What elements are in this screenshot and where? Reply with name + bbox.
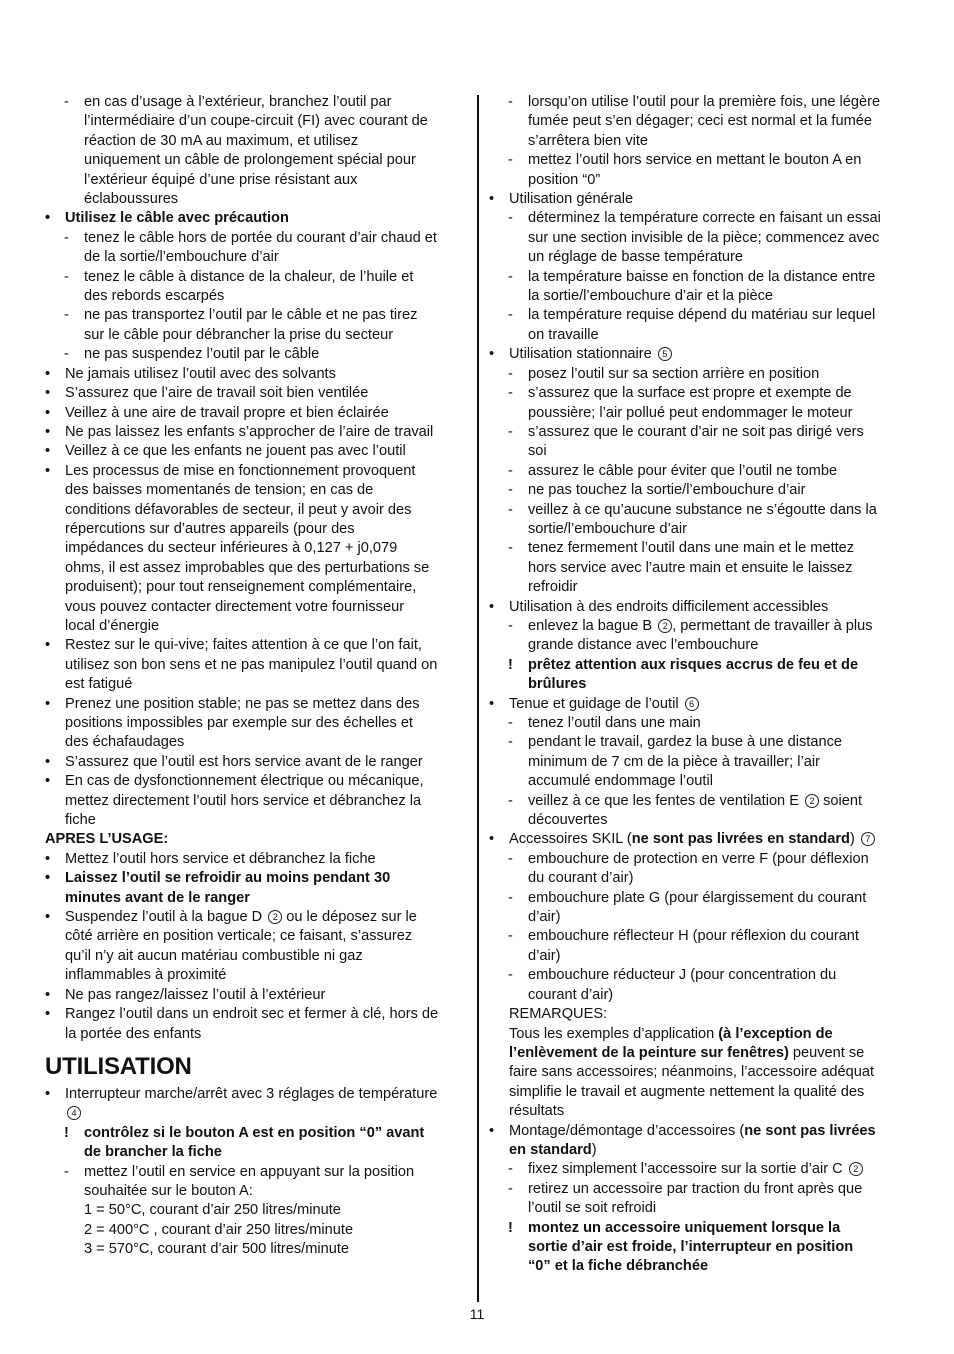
text-line: • Utilisation stationnaire 5 <box>509 345 912 364</box>
dash-icon: - <box>508 734 513 751</box>
text-line: • Ne pas laissez les enfants s’approcher de l’aire de travail <box>65 423 467 442</box>
bullet-item <box>45 384 467 403</box>
text-line: • Restez sur le qui-vive; faites attention à ce que l’on fait, <box>65 636 467 655</box>
text-line: • Utilisation générale <box>509 190 912 209</box>
bullet-item <box>45 209 467 228</box>
text-line: - lorsqu’on utilise l’outil pour la première fois, une légère <box>528 93 912 112</box>
text-line: - pendant le travail, gardez la buse à une distance <box>528 733 912 752</box>
dash-icon: - <box>508 617 513 634</box>
text-line: - mettez l’outil hors service en mettant le bouton A en <box>528 151 912 170</box>
exclamation-icon: ! <box>508 1219 513 1236</box>
bullet-item <box>45 442 467 461</box>
dash-icon: - <box>508 365 513 382</box>
dash-icon: - <box>508 482 513 499</box>
bullet-icon: • <box>45 1085 51 1102</box>
bullet-item <box>45 986 467 1005</box>
bullet-icon: • <box>489 346 495 363</box>
bullet-item <box>45 462 467 637</box>
text-line: local d’énergie <box>65 617 160 634</box>
warning-item <box>489 656 912 695</box>
text-line: - enlevez la bague B 2 , permettant de travailler à plus <box>528 617 912 636</box>
figure-reference-icon: 2 <box>268 910 282 924</box>
text-line: sortie d’air est froide, l’interrupteur en position <box>528 1238 854 1255</box>
text-line: répercutions sur d’autres appareils (pour des <box>65 520 355 537</box>
text-line: découvertes <box>528 812 608 829</box>
bullet-icon: • <box>489 695 495 712</box>
text-line: ohms, il est assez improbables que des perturbations se <box>65 559 430 576</box>
dash-item <box>489 306 912 345</box>
text-line: ! montez un accessoire uniquement lorsque la <box>528 1219 912 1238</box>
bullet-item <box>45 850 467 869</box>
exclamation-icon: ! <box>508 656 513 673</box>
text-line: • Veillez à une aire de travail propre et bien éclairée <box>65 404 467 423</box>
dash-item <box>45 229 467 268</box>
text-line: la portée des enfants <box>65 1025 202 1042</box>
text-line: • En cas de dysfonctionnement électrique ou mécanique, <box>65 772 467 791</box>
text-line: réaction de 30 mA au maximum, et utilisez <box>84 132 359 149</box>
text-line: s’arrêtera bien vite <box>528 132 649 149</box>
figure-reference-icon: 2 <box>849 1162 863 1176</box>
dash-item <box>489 501 912 540</box>
dash-icon: - <box>508 1180 513 1197</box>
bullet-icon: • <box>45 385 51 402</box>
text-line: position “0” <box>528 171 601 188</box>
text-line: impédances du secteur inférieures à 0,127 + j0,079 <box>65 540 398 557</box>
text-line: - ne pas touchez la sortie/l’embouchure d’air <box>528 481 912 500</box>
dash-item <box>45 93 467 209</box>
text-line: - la température requise dépend du matériau sur lequel <box>528 306 912 325</box>
dash-icon: - <box>508 152 513 169</box>
text-line: l’enlèvement de la peinture sur fenêtres) peuvent se <box>509 1044 865 1061</box>
text-line: - s’assurez que le courant d’air ne soit pas dirigé vers <box>528 423 912 442</box>
dash-icon: - <box>508 385 513 402</box>
bullet-icon: • <box>489 1122 495 1139</box>
bullet-item <box>45 753 467 772</box>
text-line: produisent); pour tout renseignement complémentaire, <box>65 579 417 596</box>
bullet-icon: • <box>489 191 495 208</box>
text-line <box>65 1104 467 1123</box>
text-line: • Accessoires SKIL (ne sont pas livrées en standard) 7 <box>509 830 912 849</box>
text-line: mettez directement l’outil hors service et débranchez la <box>65 792 422 809</box>
text-line: - embouchure de protection en verre F (pour déflexion <box>528 850 912 869</box>
text-line: ! prêtez attention aux risques accrus de feu et de <box>528 656 912 675</box>
dash-item <box>489 539 912 597</box>
text-line: sur une section invisible de la pièce; commencez avec <box>528 229 880 246</box>
text-line: • Suspendez l’outil à la bague D 2 ou le déposez sur le <box>65 908 467 927</box>
text-line: - la température baisse en fonction de la distance entre <box>528 268 912 287</box>
text-line: on travaille <box>528 326 599 343</box>
bullet-icon: • <box>45 986 51 1003</box>
text-line: - tenez fermement l’outil dans une main et le mettez <box>528 539 912 558</box>
text-line: - assurez le câble pour éviter que l’outil ne tombe <box>528 462 912 481</box>
right-column <box>489 93 912 1277</box>
bullet-item <box>489 190 912 209</box>
bullet-item <box>45 1085 467 1124</box>
text-line: - déterminez la température correcte en faisant un essai <box>528 209 912 228</box>
text-line: minimum de 7 cm de la pièce à travailler; l’air <box>528 753 820 770</box>
text-line: • Montage/démontage d’accessoires (ne sont pas livrées <box>509 1122 912 1141</box>
text-line: - tenez l’outil dans une main <box>528 714 912 733</box>
warning-item <box>489 1219 912 1277</box>
dash-icon: - <box>508 540 513 557</box>
dash-item <box>489 365 912 384</box>
bullet-icon: • <box>45 423 51 440</box>
text-line: - ne pas suspendez l’outil par le câble <box>84 345 467 364</box>
plain-line <box>45 830 467 849</box>
dash-item <box>489 617 912 656</box>
bullet-icon: • <box>45 850 51 867</box>
dash-item <box>489 268 912 307</box>
text-line: poussière; l’air pollué peut endommager le moteur <box>528 404 853 421</box>
bullet-icon: • <box>45 462 51 479</box>
bullet-icon: • <box>489 598 495 615</box>
dash-icon: - <box>64 229 69 246</box>
dash-item <box>45 1163 467 1260</box>
text-line: • S’assurez que l’aire de travail soit bien ventilée <box>65 384 467 403</box>
dash-icon: - <box>64 94 69 110</box>
text-line: • Mettez l’outil hors service et débranchez la fiche <box>65 850 467 869</box>
bullet-icon: • <box>45 1006 51 1023</box>
text-line: minutes avant de le ranger <box>65 889 250 906</box>
dash-item <box>45 306 467 345</box>
text-line: REMARQUES: <box>509 1006 608 1023</box>
text-line: - veillez à ce qu’aucune substance ne s’égoutte dans la <box>528 501 912 520</box>
text-line: qu’il n’y ait aucun matériau combustible ni gaz <box>65 947 363 964</box>
section-heading <box>45 1053 467 1081</box>
bullet-item <box>45 869 467 908</box>
bullet-item <box>45 772 467 830</box>
text-line: • Utilisez le câble avec précaution <box>65 209 467 228</box>
bullet-item <box>45 404 467 423</box>
bullet-item <box>45 365 467 384</box>
dash-icon: - <box>508 307 513 324</box>
dash-item <box>45 345 467 364</box>
text-line: • Ne jamais utilisez l’outil avec des solvants <box>65 365 467 384</box>
text-line: un réglage de basse température <box>528 249 743 266</box>
text-line: brûlures <box>528 676 587 693</box>
text-line: conditions défavorables de secteur, il peut y avoir des <box>65 501 412 518</box>
dash-icon: - <box>508 1161 513 1178</box>
text-line: la sortie/l’embouchure d’air et la pièce <box>528 288 773 305</box>
figure-reference-icon: 6 <box>685 697 699 711</box>
text-line: - mettez l’outil en service en appuyant sur la position <box>84 1163 467 1182</box>
text-line: - tenez le câble hors de portée du courant d’air chaud et <box>84 229 467 248</box>
bullet-item <box>489 345 912 364</box>
text-line: d’air) <box>528 909 561 926</box>
text-line: • Veillez à ce que les enfants ne jouent pas avec l’outil <box>65 442 467 461</box>
bullet-icon: • <box>45 695 51 712</box>
text-line: refroidir <box>528 579 578 596</box>
bullet-item <box>489 598 912 617</box>
text-line: est fatigué <box>65 676 133 693</box>
dash-item <box>45 268 467 307</box>
dash-item <box>489 462 912 481</box>
text-line: accumulé endommage l’outil <box>528 773 713 790</box>
bullet-item <box>45 908 467 986</box>
figure-reference-icon: 5 <box>658 347 672 361</box>
text-line: des rebords escarpés <box>84 288 225 305</box>
text-line: - retirez un accessoire par traction du front après que <box>528 1180 912 1199</box>
dash-icon: - <box>64 346 69 363</box>
dash-item <box>489 423 912 462</box>
text-line: faire sans accessoires; néanmoins, l’accessoire adéquat <box>509 1064 875 1081</box>
bullet-item <box>489 830 912 849</box>
text-line: - ne pas transportez l’outil par le câble et ne pas tirez <box>84 306 467 325</box>
text-line: - veillez à ce que les fentes de ventilation E 2 soient <box>528 792 912 811</box>
text-line: fiche <box>65 812 96 829</box>
bullet-item <box>489 1122 912 1161</box>
text-line: l’extérieur équipé d’une prise résistant aux <box>84 171 358 188</box>
bullet-icon: • <box>45 870 51 887</box>
text-line: • Les processus de mise en fonctionnement provoquent <box>65 462 467 481</box>
text-line: en standard) <box>509 1141 597 1158</box>
text-line: • Laissez l’outil se refroidir au moins pendant 30 <box>65 869 467 888</box>
text-line: • S’assurez que l’outil est hors service avant de le ranger <box>65 753 467 772</box>
dash-item <box>489 481 912 500</box>
bullet-item <box>45 1005 467 1044</box>
dash-item <box>489 93 912 151</box>
dash-item <box>489 792 912 831</box>
text-line: 2 = 400°C , courant d’air 250 litres/minute <box>84 1221 354 1238</box>
bullet-icon: • <box>45 443 51 460</box>
bullet-icon: • <box>45 909 51 926</box>
text-line: UTILISATION <box>45 1052 192 1080</box>
text-line: - embouchure plate G (pour élargissement du courant <box>528 889 912 908</box>
text-line: - embouchure réducteur J (pour concentration du <box>528 966 912 985</box>
text-line: d’air) <box>528 947 561 964</box>
dash-item <box>489 927 912 966</box>
text-line: vous pouvez contacter directement votre fournisseur <box>65 598 405 615</box>
column-divider <box>477 95 479 1302</box>
figure-reference-icon: 7 <box>861 832 875 846</box>
text-line: “0” et la fiche débranchée <box>528 1258 709 1275</box>
dash-item <box>489 850 912 889</box>
text-line: soi <box>528 443 547 460</box>
bullet-item <box>45 636 467 694</box>
dash-icon: - <box>508 423 513 440</box>
dash-item <box>489 151 912 190</box>
text-line: hors service avec l’autre main et ensuite le laissez <box>528 559 853 576</box>
dash-item <box>489 966 912 1005</box>
text-line: sur le câble pour débrancher la prise du secteur <box>84 326 394 343</box>
bullet-icon: • <box>45 773 51 790</box>
text-line: - en cas d’usage à l’extérieur, branchez l’outil par <box>84 93 467 112</box>
bullet-item <box>45 423 467 442</box>
text-line: courant d’air) <box>528 986 614 1003</box>
text-line: grande distance avec l’embouchure <box>528 637 759 654</box>
text-line: uniquement un câble de prolongement spécial pour <box>84 152 416 169</box>
page-number: 11 <box>469 1306 485 1322</box>
text-line: des baisses momentanés de tension; en cas de <box>65 482 374 499</box>
text-line: 3 = 570°C, courant d’air 500 litres/minute <box>84 1241 350 1258</box>
text-line: • Ne pas rangez/laissez l’outil à l’extérieur <box>65 986 467 1005</box>
text-line: 1 = 50°C, courant d’air 250 litres/minute <box>84 1202 341 1219</box>
dash-icon: - <box>508 889 513 906</box>
text-line: ! contrôlez si le bouton A est en position “0” avant <box>84 1124 467 1143</box>
text-line: sortie/l’embouchure d’air <box>528 520 687 537</box>
bullet-item <box>45 695 467 753</box>
dash-icon: - <box>64 268 69 285</box>
bullet-icon: • <box>45 365 51 382</box>
text-line: - s’assurez que la surface est propre et exempte de <box>528 384 912 403</box>
dash-item <box>489 733 912 791</box>
left-column <box>45 93 467 1260</box>
text-line: l’intermédiaire d’un coupe-circuit (FI) avec courant de <box>84 113 428 130</box>
dash-icon: - <box>508 501 513 518</box>
text-line: souhaitée sur le bouton A: <box>84 1182 253 1199</box>
text-line: utilisez son bon sens et ne pas manipulez l’outil quand on <box>65 656 438 673</box>
dash-item <box>489 1180 912 1219</box>
figure-reference-icon: 4 <box>67 1106 81 1120</box>
bullet-icon: • <box>45 404 51 421</box>
dash-icon: - <box>508 462 513 479</box>
figure-reference-icon: 2 <box>805 794 819 808</box>
dash-item <box>489 889 912 928</box>
exclamation-icon: ! <box>64 1124 69 1141</box>
text-line: Tous les exemples d’application (à l’exception de <box>509 1025 833 1042</box>
dash-icon: - <box>508 210 513 227</box>
text-line: positions impossibles par exemple sur des échelles et <box>65 715 413 731</box>
dash-item <box>489 714 912 733</box>
text-line: simplifie le travail et augmente nettement la qualité des <box>509 1083 865 1100</box>
dash-icon: - <box>64 307 69 324</box>
bullet-icon: • <box>489 831 495 848</box>
dash-item <box>489 1160 912 1179</box>
remarks-block <box>489 1005 912 1121</box>
text-line: inflammables à proximité <box>65 967 227 984</box>
text-line: l’outil se soit refroidi <box>528 1200 657 1217</box>
text-line: - posez l’outil sur sa section arrière en position <box>528 365 912 384</box>
dash-icon: - <box>64 1163 69 1180</box>
dash-item <box>489 209 912 267</box>
dash-icon: - <box>508 928 513 945</box>
dash-icon: - <box>508 792 513 809</box>
dash-item <box>489 384 912 423</box>
dash-icon: - <box>508 850 513 867</box>
text-line: côté arrière en position verticale; ce faisant, s’assurez <box>65 928 413 945</box>
text-line: APRES L’USAGE: <box>45 831 169 848</box>
text-line: • Interrupteur marche/arrêt avec 3 réglages de température <box>65 1085 467 1104</box>
warning-item <box>45 1124 467 1163</box>
text-line: de brancher la fiche <box>84 1144 222 1161</box>
figure-reference-icon: 2 <box>658 619 672 633</box>
text-line: • Tenue et guidage de l’outil 6 <box>509 695 912 714</box>
text-line: éclaboussures <box>84 191 179 208</box>
text-line: • Prenez une position stable; ne pas se mettez dans des <box>65 695 467 714</box>
text-line: des échafaudages <box>65 734 185 751</box>
text-line: • Rangez l’outil dans un endroit sec et fermer à clé, hors de <box>65 1005 467 1024</box>
bullet-icon: • <box>45 210 51 227</box>
bullet-icon: • <box>45 753 51 770</box>
dash-icon: - <box>508 268 513 285</box>
text-line: résultats <box>509 1103 565 1120</box>
dash-icon: - <box>508 94 513 110</box>
text-line: • Utilisation à des endroits difficilement accessibles <box>509 598 912 617</box>
text-line: du courant d’air) <box>528 870 634 887</box>
text-line: fumée peut s’en dégager; ceci est normal et la fumée <box>528 113 872 130</box>
text-line: - tenez le câble à distance de la chaleur, de l’huile et <box>84 268 467 287</box>
dash-icon: - <box>508 715 513 731</box>
dash-icon: - <box>508 967 513 984</box>
text-line: - fixez simplement l’accessoire sur la sortie d’air C 2 <box>528 1160 912 1179</box>
bullet-item <box>489 695 912 714</box>
text-line: - embouchure réflecteur H (pour réflexion du courant <box>528 927 912 946</box>
bullet-icon: • <box>45 637 51 654</box>
text-line: de la sortie/l’embouchure d’air <box>84 249 279 266</box>
